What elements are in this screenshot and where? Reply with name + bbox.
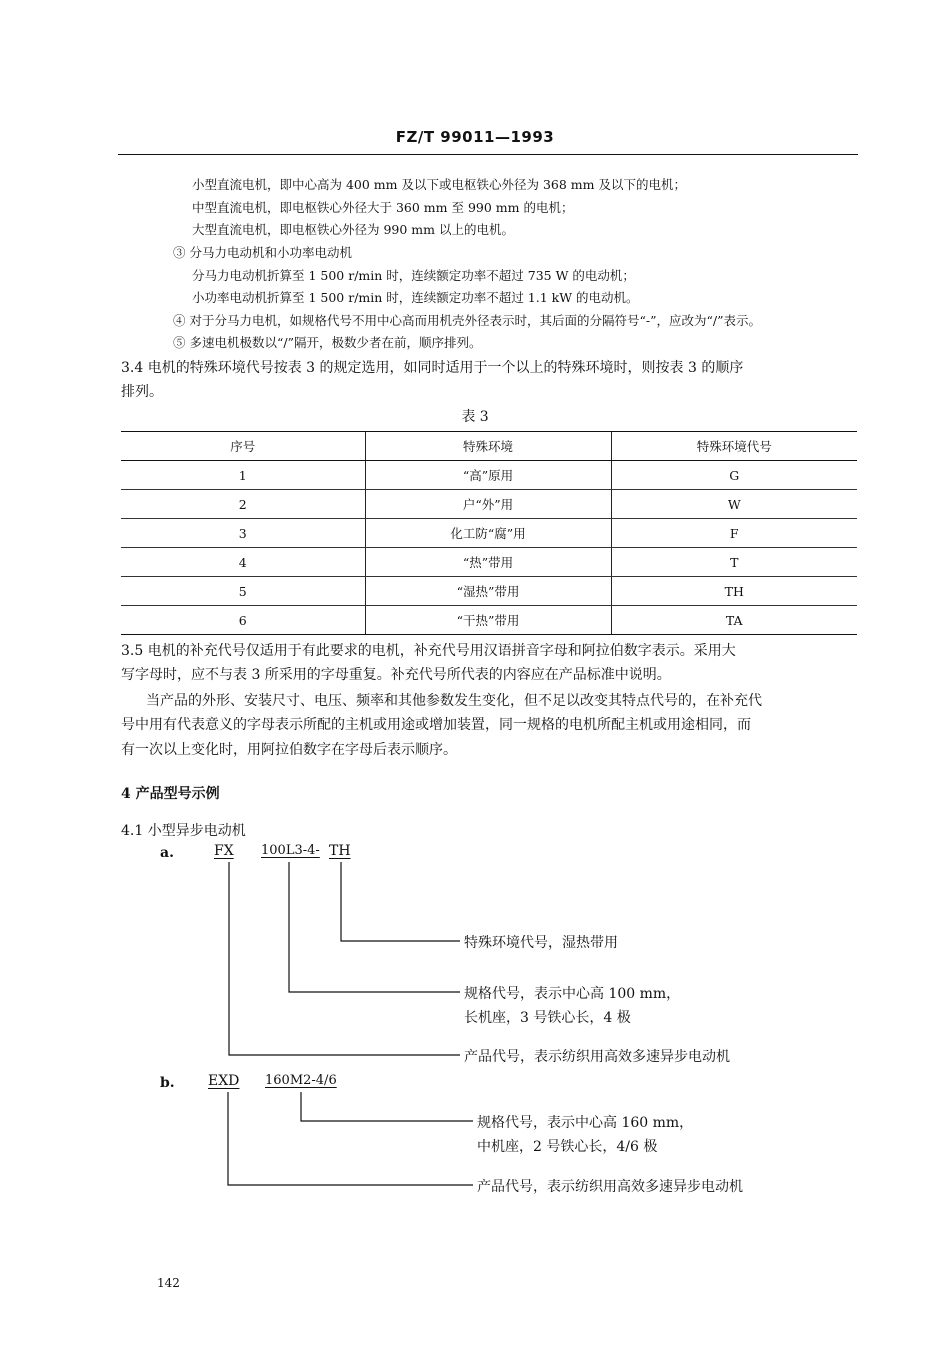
cell-environment: “干热”带用: [365, 606, 611, 635]
standard-code: FZ/T 99011—1993: [395, 128, 555, 146]
cell-environment: 化工防“腐”用: [365, 519, 611, 548]
header-environment: 特殊环境: [365, 432, 611, 461]
note-3-line-2: 小功率电动机折算至 1 500 r/min 时，连续额定功率不超过 1.1 kW 的电动机。: [192, 290, 639, 305]
cell-code: W: [611, 490, 857, 519]
connector-b-product: [228, 1092, 473, 1185]
example-a-desc-spec-2: 长机座，3 号铁心长，4 极: [464, 1010, 631, 1026]
connector-b-spec: [301, 1092, 473, 1121]
example-a-desc-product: 产品代号，表示纺织用高效多速异步电动机: [464, 1049, 730, 1065]
clause-3-5-line-3: 当产品的外形、安装尺寸、电压、频率和其他参数发生变化，但不足以改变其特点代号的，在补充代: [146, 693, 762, 709]
example-b-desc-spec-1: 规格代号，表示中心高 160 mm，: [477, 1115, 694, 1131]
note-3-title: ③ 分马力电动机和小功率电动机: [173, 245, 352, 260]
clause-3-5-line-2: 写字母时，应不与表 3 所采用的字母重复。补充代号所代表的内容应在产品标准中说明。: [121, 667, 671, 683]
note-5: ⑤ 多速电机极数以“/”隔开，极数少者在前，顺序排列。: [173, 335, 482, 350]
table-3-caption: 表 3: [461, 409, 489, 425]
cell-code: TA: [611, 606, 857, 635]
clause-4-1-title: 4.1 小型异步电动机: [121, 823, 246, 839]
connector-a-spec: [289, 862, 460, 992]
clause-3-5-line-5: 有一次以上变化时，用阿拉伯数字在字母后表示顺序。: [121, 742, 457, 758]
cell-environment: “热”带用: [365, 548, 611, 577]
example-a-desc-spec-1: 规格代号，表示中心高 100 mm，: [464, 986, 681, 1002]
header-index: 序号: [121, 432, 365, 461]
connector-a-product: [229, 862, 460, 1055]
cell-index: 5: [121, 577, 365, 606]
connector-a-env: [341, 862, 460, 941]
cell-environment: “湿热”带用: [365, 577, 611, 606]
clause-3-4-line-2: 排列。: [121, 384, 163, 400]
cell-index: 6: [121, 606, 365, 635]
example-a-desc-env: 特殊环境代号，湿热带用: [464, 935, 618, 951]
example-b-spec-code: 160M2-4/6: [265, 1073, 337, 1088]
cell-code: F: [611, 519, 857, 548]
cell-index: 3: [121, 519, 365, 548]
cell-index: 2: [121, 490, 365, 519]
example-a-env-code: TH: [329, 843, 351, 859]
cell-index: 1: [121, 461, 365, 490]
note-3-line-1: 分马力电动机折算至 1 500 r/min 时，连续额定功率不超过 735 W 的电动机；: [192, 268, 635, 283]
header-environment-code: 特殊环境代号: [611, 432, 857, 461]
example-b-desc-product: 产品代号，表示纺织用高效多速异步电动机: [477, 1179, 743, 1195]
example-a-label: a.: [160, 845, 174, 861]
cell-environment: “高”原用: [365, 461, 611, 490]
note-dc-medium: 中型直流电机，即电枢铁心外径大于 360 mm 至 990 mm 的电机；: [192, 200, 574, 215]
clause-3-5-line-4: 号中用有代表意义的字母表示所配的主机或用途或增加装置，同一规格的电机所配主机或用途相同，而: [121, 717, 751, 733]
page-number: 142: [157, 1276, 180, 1290]
note-4: ④ 对于分马力电机，如规格代号不用中心高而用机壳外径表示时，其后面的分隔符号“-”，应改为“/”表示。: [173, 313, 761, 328]
example-b-desc-spec-2: 中机座，2 号铁心长，4/6 极: [477, 1139, 658, 1155]
cell-code: TH: [611, 577, 857, 606]
example-a-spec-code: 100L3-4-: [261, 843, 320, 858]
cell-code: G: [611, 461, 857, 490]
note-dc-large: 大型直流电机，即电枢铁心外径为 990 mm 以上的电机。: [192, 222, 514, 237]
example-b-label: b.: [160, 1075, 175, 1091]
cell-code: T: [611, 548, 857, 577]
note-dc-small: 小型直流电机，即中心高为 400 mm 及以下或电枢铁心外径为 368 mm 及以下的电机；: [192, 177, 686, 192]
clause-3-5-line-1: 3.5 电机的补充代号仅适用于有此要求的电机，补充代号用汉语拼音字母和阿拉伯数字表示。采用大: [121, 643, 736, 659]
example-b-product-code: EXD: [208, 1073, 240, 1089]
example-a-product-code: FX: [214, 843, 234, 859]
section-4-title: 4 产品型号示例: [121, 786, 220, 802]
cell-environment: 户“外”用: [365, 490, 611, 519]
clause-3-4-line-1: 3.4 电机的特殊环境代号按表 3 的规定选用，如同时适用于一个以上的特殊环境时，则按表 3 的顺序: [121, 360, 744, 376]
cell-index: 4: [121, 548, 365, 577]
